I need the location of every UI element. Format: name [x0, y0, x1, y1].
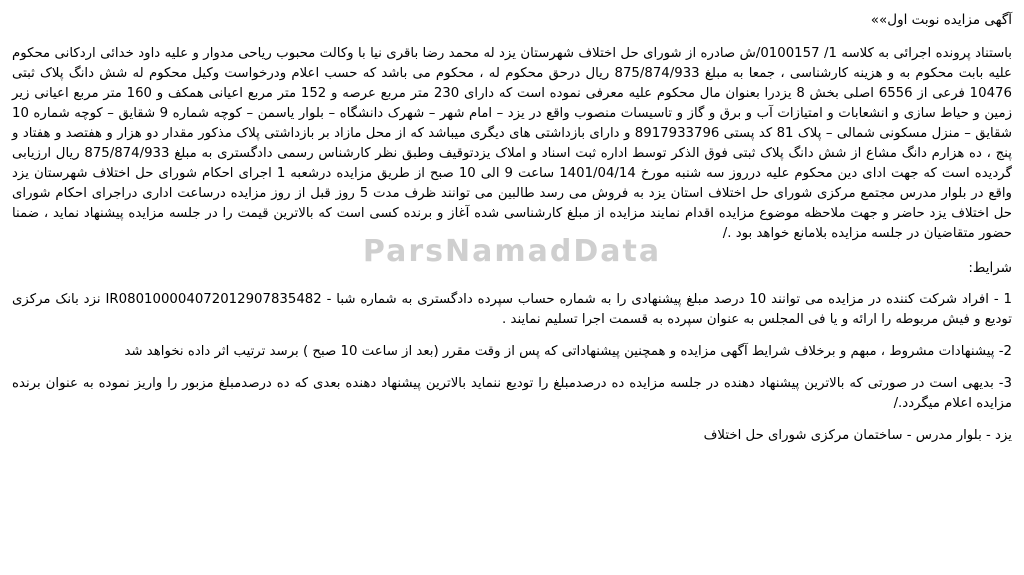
- condition-item: 3- بدیهی است در صورتی که بالاترین پیشنهاد دهنده در جلسه مزایده ده درصدمبلغ را تودیع ننماید بالاترین پیشنهاد دهنده بعدی که ده درصدمبلغ مزبور را واریز نموده به عنوان برنده مزایده اعلام میگردد./: [12, 376, 1012, 411]
- conditions-heading: شرایط:: [968, 260, 1012, 276]
- notice-body: باستناد پرونده اجرائی به کلاسه 1/ 0100157/ش صادره از شورای حل اختلاف شهرستان یزد له محمد رضا باقری نیا با وکالت محبوب ریاحی مدوار و علیه داود خدائی اردکانی محکوم علیه بابت محکوم به و هزینه کارشناسی ، جمعا به مبلغ 875/874/933 ریال درحق محکوم له ، محکوم می باشد که حسب اعلام ودرخواست وکیل محکوم له شش دانگ پلاک ثبتی 10476 فرعی از 6556 اصلی بخش 8 یزدرا بعنوان مال محکوم علیه معرفی نموده است که دارای 230 متر مربع عرصه و 152 متر مربع اعیانی همکف و 160 متر مربع اعیانی زیر زمین و حیاط سازی و انشعابات و امتیازات آب و برق و گاز و تاسیسات منصوب واقع در یزد – امام شهر – شهرک دانشگاه – بلوار یاسمن – کوچه شماره 9 شقایق – کوچه شماره 10 شقایق – منزل مسکونی شمالی – پلاک 81 کد پستی 8917933796 و دارای بازداشتی های دیگری میباشد که از محل مازاد بر بازداشتی پلاک مذکور مقدار دو هزار و هفتصد و هفتاد و پنج ، ده هزارم دانگ مشاع از شش دانگ پلاک ثبتی فوق الذکر توسط اداره ثبت اسناد و املاک یزدتوقیف وطبق نظر کارشناس رسمی دادگستری به مبلغ 875/874/933 ریال ارزیابی گردیده است که جهت ادای دین محکوم علیه درروز سه شنبه مورخ 1401/04/14 ساعت 9 الی 10 صبح از طریق مزایده درشعبه 1 اجرای احکام شورای حل اختلاف شهرستان یزد واقع در بلوار مدرس مجتمع مرکزی شورای حل اختلاف استان یزد به فروش می رسد طالبین می توانند ظرف مدت 5 روز قبل از روز مزایده درساعت اداری دراجرای احکام شورای حل اختلاف یزد حاضر و جهت ملاحظه موضوع مزایده اقدام نمایند مزایده از مبلغ کارشناسی شده آغاز و برنده کسی است که بالاترین قیمت را در جلسه مزایده پیشنهاد نماید ، ضمنا حضور متقاضیان در جلسه مزایده بلامانع خواهد بود ./: [12, 46, 1012, 241]
- watermark: ParsNamadData: [362, 234, 662, 269]
- condition-item: 1 - افراد شرکت کننده در مزایده می توانند 10 درصد مبلغ پیشنهادی را به شماره حساب سپرده دادگستری به شماره شبا - IR080100004072012907835482 نزد بانک مرکزی تودیع و فیش مربوطه را ارائه و یا فی المجلس به عنوان سپرده به قسمت اجرا تسلیم نمایند .: [12, 292, 1012, 327]
- condition-item: 2- پیشنهادات مشروط ، مبهم و برخلاف شرایط آگهی مزایده و همچنین پیشنهاداتی که پس از وقت مقرر (بعد از ساعت 10 صبح ) برسد ترتیب اثر داده نخواهد شد: [124, 344, 1012, 359]
- notice-footer: یزد - بلوار مدرس - ساختمان مرکزی شورای حل اختلاف: [703, 428, 1012, 443]
- notice-title: آگهی مزایده نوبت اول»»: [870, 12, 1012, 28]
